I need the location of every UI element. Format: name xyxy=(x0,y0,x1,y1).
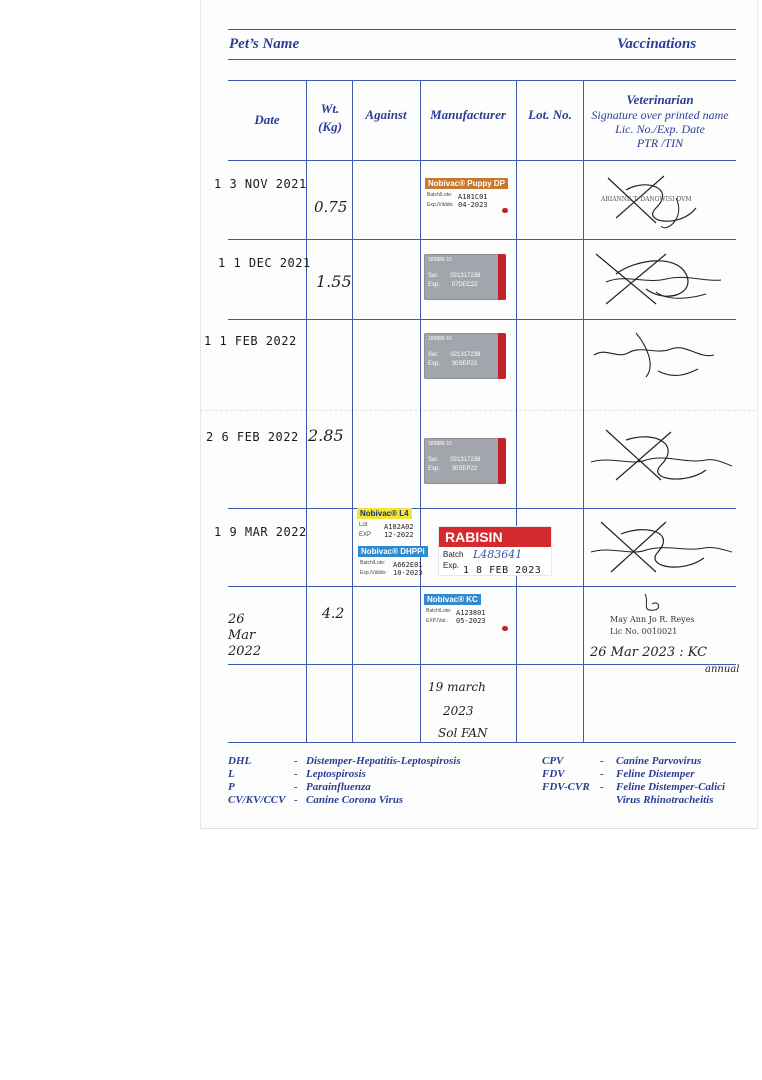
sticker-brand: RABISIN xyxy=(439,527,551,547)
red-mark xyxy=(502,208,508,213)
legend-dash: - xyxy=(294,768,298,780)
legend-dash: - xyxy=(600,781,604,793)
legend-desc: Canine Corona Virus xyxy=(306,794,404,806)
batch-label: Batch/Lote: xyxy=(427,192,453,198)
vet-signature-row1 xyxy=(586,168,736,238)
sticker-serial-block: Ser. 021317238 Exp. 30SEP22 xyxy=(428,352,481,367)
vet-name-stamp: ARIANNE T. DANGWISI DVM xyxy=(601,196,692,203)
legend-entry xyxy=(542,768,725,781)
sticker-batch: A123801 xyxy=(456,609,486,617)
row-rule xyxy=(228,239,736,240)
legend-entry xyxy=(228,794,461,807)
legend-right xyxy=(542,755,725,807)
legend-dash: - xyxy=(294,755,298,767)
legend-dash: - xyxy=(294,781,298,793)
exp-label: Exp./Válido: xyxy=(360,570,387,576)
pets-name-label: Pet’s Name xyxy=(229,36,300,52)
sticker-code: 189886-15 xyxy=(428,257,452,263)
vet-signature-row3 xyxy=(586,325,736,389)
legend-entry xyxy=(228,781,461,794)
handwritten-note: Sol FAN xyxy=(438,726,488,740)
col-header-manufacturer: Manufacturer xyxy=(430,107,506,122)
batch-label: Batch/Lote: xyxy=(360,560,386,566)
sticker-serial: 021317238 xyxy=(450,273,481,279)
col-header-weight: Wt. (Kg) xyxy=(318,101,342,134)
sticker-exp: 12-2022 xyxy=(384,531,414,539)
red-mark xyxy=(502,626,508,631)
legend-desc: Feline Distemper-Calici xyxy=(616,781,726,793)
vet-stamp-lic: Lic No. 0010021 xyxy=(610,627,678,636)
vet-signature-row5 xyxy=(586,512,736,584)
col-divider xyxy=(516,80,517,742)
row-date-handwritten: 26 Mar 2022 xyxy=(228,612,262,659)
handwritten-note: 2023 xyxy=(443,704,474,718)
sticker-batch: A662E01 xyxy=(393,561,423,569)
legend-code: DHL xyxy=(228,755,252,767)
sticker-exp: 10-2023 xyxy=(393,569,423,577)
table-top-rule xyxy=(228,80,736,81)
top-rule xyxy=(228,29,736,30)
header-rule xyxy=(228,59,736,60)
row-date: 2 6 FEB 2022 xyxy=(206,430,299,444)
row-weight: 1.55 xyxy=(316,272,352,291)
sticker-brand: Nobivac® DHPPi xyxy=(358,546,428,557)
batch-label: Batch/Lote: xyxy=(426,608,452,614)
col-header-veterinarian: Veterinarian xyxy=(626,92,694,107)
exp-label: EXP xyxy=(359,532,372,538)
legend-code: CPV xyxy=(542,755,564,767)
vet-note: annual xyxy=(705,664,740,675)
sticker-lot: A182A02 xyxy=(384,523,414,531)
row-weight: 0.75 xyxy=(314,198,348,216)
sticker-exp: 04-2023 xyxy=(458,201,488,209)
row-date: 1 1 DEC 2021 xyxy=(218,256,311,270)
legend-entry xyxy=(542,781,725,794)
col-divider xyxy=(352,80,353,742)
sticker-serial: 021317238 xyxy=(450,352,481,358)
lot-label: Lot xyxy=(359,522,368,528)
vaccine-sticker-l4 xyxy=(357,508,437,542)
sticker-serial: 021317238 xyxy=(450,457,481,463)
row-weight: 2.85 xyxy=(308,426,344,445)
legend-entry xyxy=(228,768,461,781)
legend-code: P xyxy=(228,781,235,793)
vet-stamp-name: May Ann Jo R. Reyes xyxy=(610,615,695,624)
sticker-exp: 30SEP22 xyxy=(451,466,478,472)
sticker-red-strip xyxy=(498,254,506,300)
legend-dash: - xyxy=(600,755,604,767)
vet-signature-row4 xyxy=(586,420,736,500)
table-bottom-rule xyxy=(228,742,736,743)
col-divider xyxy=(420,80,421,742)
row-weight: 4.2 xyxy=(322,606,345,622)
col-header-against: Against xyxy=(365,107,407,122)
col-header-vet-sub1: Signature over printed name xyxy=(591,108,729,122)
row-rule xyxy=(228,160,736,161)
legend-desc: Canine Parvovirus xyxy=(616,755,702,767)
legend-left xyxy=(228,755,461,807)
sticker-batch: A181C01 xyxy=(458,193,488,201)
legend-dash: - xyxy=(600,768,604,780)
legend-desc: Virus Rhinotracheitis xyxy=(616,794,714,806)
legend-code: FDV-CVR xyxy=(542,781,590,793)
vaccine-sticker-grey xyxy=(424,254,506,300)
legend-code: L xyxy=(228,768,235,780)
vaccinations-label: Vaccinations xyxy=(617,36,697,52)
legend-desc: Distemper-Hepatitis-Leptospirosis xyxy=(306,755,461,767)
sticker-red-strip xyxy=(498,333,506,379)
legend-code: FDV xyxy=(542,768,565,780)
sticker-red-strip xyxy=(498,438,506,484)
col-header-vet-sub3: PTR /TIN xyxy=(636,136,684,150)
vaccine-sticker-dhppi xyxy=(358,546,440,580)
sticker-exp: 07DEC22 xyxy=(451,282,478,288)
vet-signature-row2 xyxy=(586,244,736,316)
legend-dash: - xyxy=(294,794,298,806)
sticker-exp: 05-2023 xyxy=(456,617,486,625)
row-rule xyxy=(228,319,736,320)
legend-entry xyxy=(542,794,725,807)
sticker-exp: 30SEP22 xyxy=(451,361,478,367)
sticker-batch: L483641 xyxy=(473,548,523,561)
row-date: 1 3 NOV 2021 xyxy=(214,177,307,191)
col-divider xyxy=(583,80,584,742)
row-rule xyxy=(228,508,736,509)
vaccine-sticker-grey xyxy=(424,438,506,484)
vaccine-sticker-puppy-dp xyxy=(425,178,509,218)
sticker-exp: 1 8 FEB 2023 xyxy=(463,565,542,576)
sticker-code: 189886-15 xyxy=(428,441,452,447)
vaccine-sticker-rabisin xyxy=(438,526,552,576)
legend-code: CV/KV/CCV xyxy=(228,794,286,806)
sticker-brand: Nobivac® KC xyxy=(424,594,481,605)
exp-label: EXP./Val.: xyxy=(426,618,448,624)
col-header-date: Date xyxy=(254,112,280,127)
legend-entry xyxy=(542,755,725,768)
row-rule xyxy=(228,586,736,587)
fold-crease xyxy=(200,410,756,411)
col-header-lot-no: Lot. No. xyxy=(528,107,572,122)
vaccine-sticker-grey xyxy=(424,333,506,379)
vet-note: 26 Mar 2023 : KC xyxy=(590,645,708,660)
col-header-vet-sub2: Lic. No./Exp. Date xyxy=(615,122,705,136)
sticker-serial-block: Ser. 021317238 Exp. 30SEP22 xyxy=(428,457,481,472)
batch-label: Batch xyxy=(443,550,464,559)
sticker-brand: Nobivac® Puppy DP xyxy=(425,178,508,189)
exp-label: Exp. xyxy=(443,561,460,570)
row-date: 1 9 MAR 2022 xyxy=(214,525,307,539)
row-rule xyxy=(228,664,736,665)
vaccine-sticker-kc xyxy=(424,594,508,634)
legend-desc: Parainfluenza xyxy=(306,781,371,793)
handwritten-note: 19 march xyxy=(428,680,486,694)
sticker-code: 189886-15 xyxy=(428,336,452,342)
sticker-serial-block: Ser. 021317238 Exp. 07DEC22 xyxy=(428,273,481,288)
legend-desc: Feline Distemper xyxy=(616,768,695,780)
sticker-brand: Nobivac® L4 xyxy=(357,508,412,519)
exp-label: Exp./Válido: xyxy=(427,202,454,208)
legend-desc: Leptospirosis xyxy=(306,768,366,780)
legend-entry xyxy=(228,755,461,768)
row-date: 1 1 FEB 2022 xyxy=(204,334,297,348)
